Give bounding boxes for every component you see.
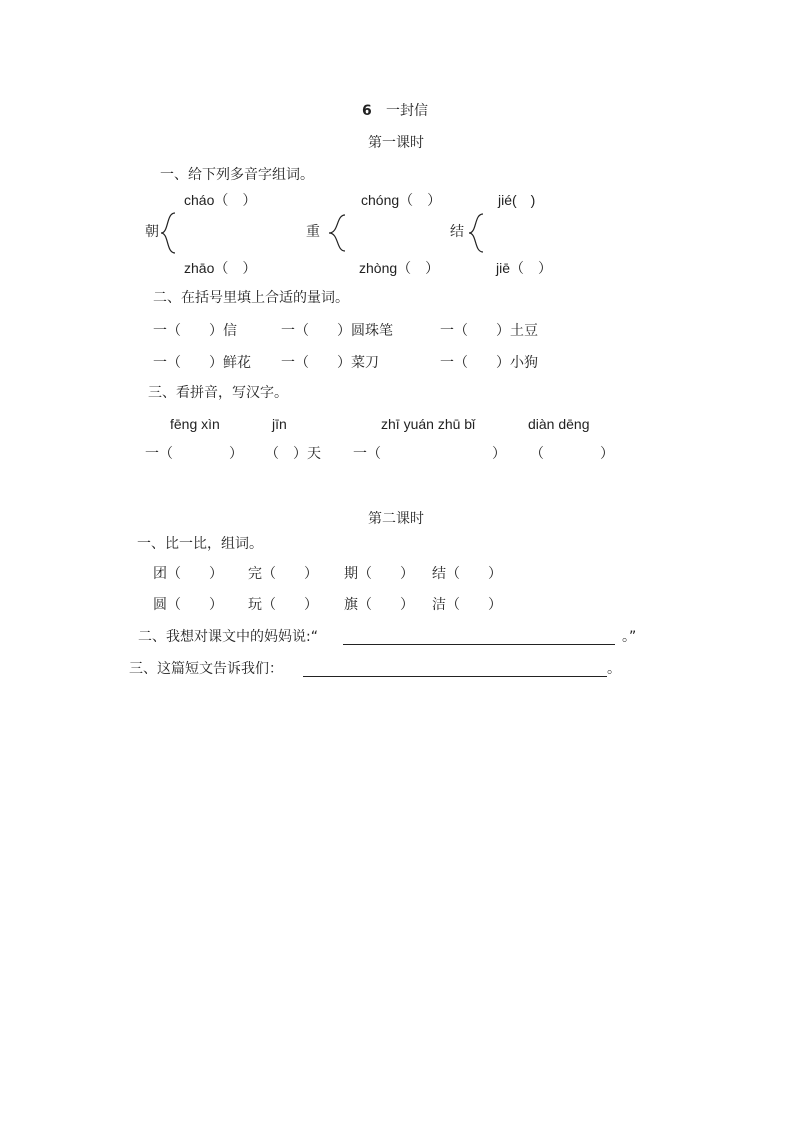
measure-item: 一（ ）土豆 [440,323,538,339]
group3-bottom-pinyin: jiē（ ） [496,260,553,276]
pinyin-prompt: zhī yuán zhū bǐ [381,416,476,432]
page-title: 一封信 [386,103,428,119]
group2-bottom-pinyin: zhòng（ ） [359,260,440,276]
l2-q3-end: 。 [607,661,621,677]
lesson1-heading: 第一课时 [368,135,424,151]
measure-item: 一（ ）信 [153,323,237,339]
group1-top-pinyin: cháo（ ） [184,192,257,208]
answer-blank: 一（ ） [145,446,243,462]
compare-item: 圆（ ） [153,597,223,613]
group1-char: 朝 [145,224,159,240]
pinyin-prompt: diàn dēng [528,416,590,432]
answer-blank: ） [492,446,506,462]
answer-line [343,644,615,645]
q1-heading: 一、给下列多音字组词。 [160,167,314,183]
group2-brace-icon [326,213,348,253]
answer-blank: （ ） [530,446,614,462]
group2-top-pinyin: chóng（ ） [361,192,442,208]
measure-item: 一（ ）鲜花 [153,355,251,371]
measure-item: 一（ ）菜刀 [281,355,379,371]
l2-q2-prompt: 二、我想对课文中的妈妈说:“ [138,629,318,645]
measure-item: 一（ ）圆珠笔 [281,323,393,339]
q2-heading: 二、在括号里填上合适的量词。 [153,290,349,306]
l2-q3-prompt: 三、这篇短文告诉我们： [129,661,283,677]
group3-top-pinyin: jié( ) [498,192,536,208]
answer-blank: （ ）天 [265,446,321,462]
group3-char: 结 [450,224,464,240]
group3-brace-icon [466,212,486,254]
answer-blank: 一（ [353,446,381,462]
compare-item: 完（ ） [248,566,318,582]
group1-bottom-pinyin: zhāo（ ） [184,260,257,276]
compare-item: 旗（ ） [344,597,414,613]
q3-heading: 三、看拼音，写汉字。 [148,385,288,401]
measure-item: 一（ ）小狗 [440,355,538,371]
lesson2-heading: 第二课时 [368,511,424,527]
pinyin-prompt: fēng xìn [170,416,220,432]
pinyin-prompt: jīn [272,416,287,432]
compare-item: 团（ ） [153,566,223,582]
group1-brace-icon [158,211,178,255]
compare-item: 玩（ ） [248,597,318,613]
compare-item: 洁（ ） [432,597,502,613]
compare-item: 期（ ） [344,566,414,582]
page-title-number: 6 [362,103,372,119]
group2-char: 重 [306,224,320,240]
l2-q2-end: 。” [622,629,637,645]
l2-q1-heading: 一、比一比，组词。 [137,536,263,552]
answer-line [303,676,607,677]
compare-item: 结（ ） [432,566,502,582]
